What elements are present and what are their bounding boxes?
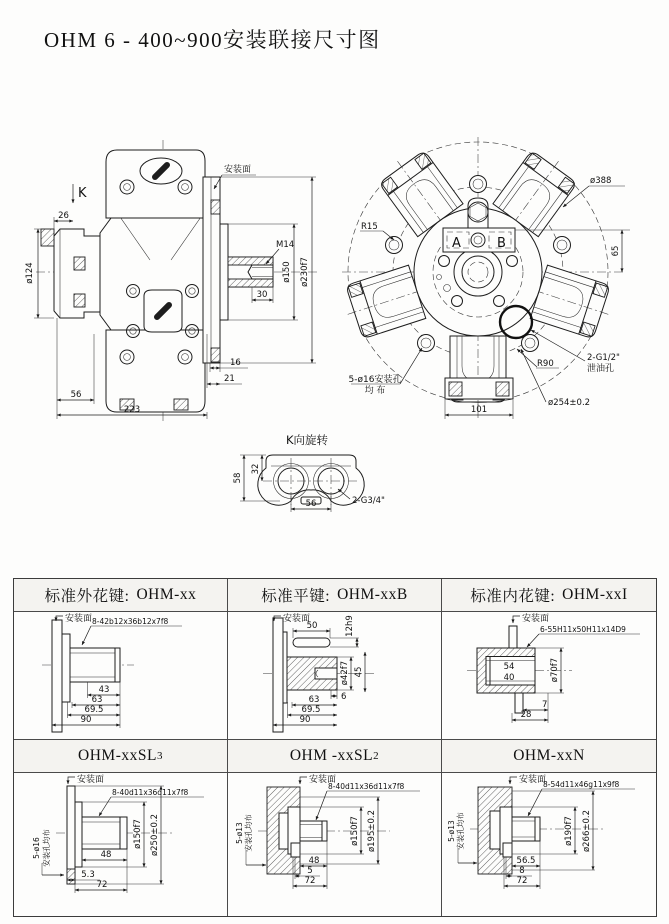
view-letter-k: K [78,186,87,201]
cell-drawing [228,773,440,916]
dim-dia70f7: ø70f7 [550,657,560,683]
cell-drawing [442,773,654,916]
spline-spec: 8-42b12x36b12x7f8 [92,617,169,626]
page-title: OHM 6 - 400~900安装联接尺寸图 [44,28,381,52]
dim-48: 48 [308,856,320,866]
dim-dia150f7: ø150f7 [350,816,360,846]
dim-7: 7 [542,700,548,710]
dim-56-5: 56.5 [516,856,536,866]
option-model-sub: 3 [156,750,163,762]
side-view [25,140,320,422]
dim-r90: R90 [537,359,554,369]
kview-dim-58: 58 [233,472,243,484]
dim-dia254: ø254±0.2 [548,398,591,408]
table-cell-ohm-xx [14,579,228,740]
label-mount-holes-2: 均 布 [364,386,386,396]
label-mount-holes: 5-ø13 [447,820,456,842]
dim-6: 6 [341,692,347,702]
table-cell-ohm-xxsl3 [14,740,228,916]
cell-header [14,579,227,612]
dim-101: 101 [470,405,488,415]
label-mount-holes-2: 安装孔均布 [456,812,465,850]
label-mount-holes: 5-ø13 [235,822,244,844]
table-cell-ohm-xxsl2 [228,740,442,916]
cell-drawing [442,612,654,739]
option-model: OHM-xxI [562,586,628,603]
dim-56: 56 [70,390,82,400]
dim-223: 223 [123,405,141,415]
cell-drawing [14,773,226,916]
label-mount-holes: 5-ø16安装孔 [348,375,402,385]
cell-mount-face: 安装面 [77,775,105,785]
dim-30: 30 [256,290,268,300]
dim-dia150f7: ø150f7 [133,819,143,849]
table-cell-ohm-xxb [228,579,442,740]
dim-72: 72 [304,876,316,886]
k-view-title: K向旋转 [285,433,329,447]
cell-mount-face: 安装面 [522,614,550,624]
dim-40: 40 [503,673,515,683]
cell-mount-face: 安装面 [309,775,337,785]
dim-dia190f7: ø190f7 [564,816,574,846]
option-model-sub: 2 [373,750,380,762]
port-b-label: B [497,236,506,251]
dim-dia388: ø388 [590,176,612,186]
cell-header [14,740,227,773]
cell-mount-face: 安装面 [65,614,93,624]
dim-16: 16 [230,358,241,368]
dim-65: 65 [611,245,621,257]
spline-spec: 6-55H11x50H11x14D9 [540,625,626,634]
cell-drawing [228,612,440,739]
spline-spec: 8-40d11x36d11x7f8 [328,782,405,791]
label-drain-size: 2-G1/2" [587,353,620,363]
cell-header [228,740,441,773]
port-a-label: A [452,236,461,251]
dim-90: 90 [80,715,92,725]
option-model: OHM-xxSL [78,747,157,764]
label-mount-holes-2: 安装孔均布 [42,829,51,867]
spline-options-table [13,578,657,917]
dim-28: 28 [520,710,532,720]
cell-header [442,579,656,612]
spline-spec: 8-40d11x36d11x7f8 [112,788,189,797]
label-mount-face: 安装面 [224,165,252,175]
dim-63: 63 [91,695,103,705]
cell-header [228,579,441,612]
dim-72: 72 [516,876,528,886]
cell-mount-face: 安装面 [283,614,311,624]
dim-5-3: 5.3 [81,870,95,880]
dim-54: 54 [503,662,515,672]
option-model: OHM -xxSL [289,747,374,764]
dim-dia150: ø150 [282,261,292,283]
kview-dim-32: 32 [251,463,261,475]
kview-dim-56: 56 [305,499,317,509]
label-drain-name: 泄油孔 [587,364,615,374]
dim-dia195: ø195±0.2 [367,809,377,853]
front-view [339,137,630,420]
dim-21: 21 [224,374,235,384]
option-model: OHM-xx [136,586,197,603]
dim-69-5: 69.5 [84,705,104,715]
table-cell-ohm-xxi [442,579,656,740]
dim-26: 26 [58,211,69,221]
dim-43: 43 [98,685,110,695]
dim-key-12h9: 12h9 [345,615,355,637]
dim-dia230f7: ø230f7 [300,257,310,287]
dim-8: 8 [519,866,525,876]
dim-key-50: 50 [306,621,318,631]
dim-r15: R15 [361,222,378,232]
option-model: OHM-xxN [513,747,585,764]
label-mount-holes-2: 安装孔均布 [244,814,253,852]
option-label: 标准内花键: [470,588,556,605]
dim-dia266: ø266±0.2 [582,809,592,853]
k-rotation-view [233,433,385,512]
dim-48: 48 [100,850,112,860]
dim-90: 90 [299,715,311,725]
dim-dia124: ø124 [25,262,35,284]
cell-header [442,740,656,773]
kview-ports-label: 2-G3/4" [352,496,385,506]
label-mount-holes: 5-ø16 [32,837,41,859]
dim-63: 63 [308,695,320,705]
option-label: 标准外花键: [44,588,130,605]
dim-5: 5 [307,866,313,876]
dim-72: 72 [96,880,108,890]
spline-spec: 8-54d11x46g11x9f8 [543,780,620,789]
cell-mount-face: 安装面 [519,775,547,785]
cell-drawing [14,612,226,739]
dim-69-5: 69.5 [301,705,321,715]
dim-m14: M14 [276,240,295,250]
table-cell-ohm-xxn [442,740,656,916]
dim-dia250: ø250±0.2 [150,813,160,857]
option-label: 标准平键: [261,588,331,605]
dim-45: 45 [354,666,364,678]
option-model: OHM-xxB [337,586,408,603]
dim-dia42f7: ø42f7 [340,660,350,686]
